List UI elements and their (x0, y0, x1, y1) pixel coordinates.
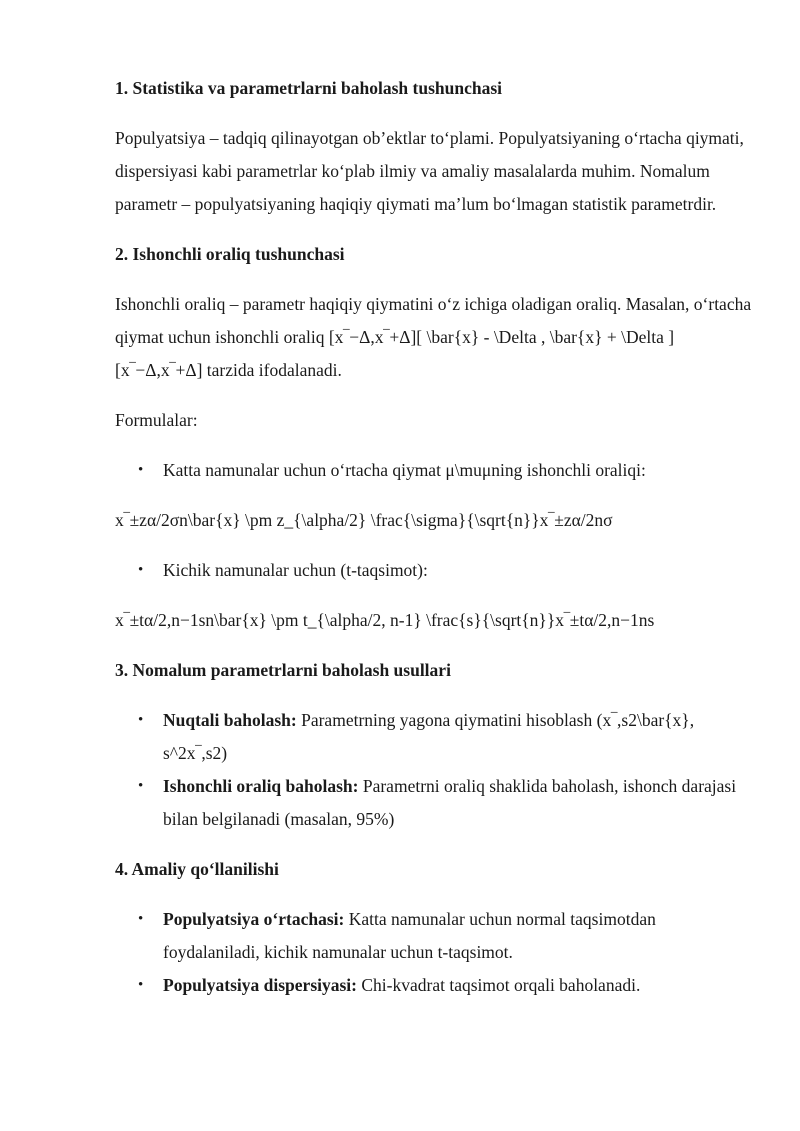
section-1-paragraph: Populyatsiya – tadqiq qilinayotgan ob’ektlar to‘plami. Populyatsiyaning o‘rtacha qiymati, dispersiyasi kabi parametrlar ko‘plab ilmiy va amaliy masalalarda muhim. Nomalum parametr – populyatsiyaning haqiqiy qiymati ma’lum bo‘lmagan statistik parametrdir. (115, 128, 744, 214)
item-text: Katta namunalar uchun normal taqsimotdan foydalaniladi, kichik namunalar uchun t-taqsimot. (163, 909, 656, 962)
section-3-heading: 3. Nomalum parametrlarni baholash usullari (115, 660, 451, 680)
list-item (115, 903, 755, 969)
document-page (115, 72, 755, 1002)
section-2-heading: 2. Ishonchli oraliq tushunchasi (115, 244, 345, 264)
item-label: Ishonchli oraliq baholash: (163, 776, 359, 796)
bullet-text-large-sample: Katta namunalar uchun o‘rtacha qiymat μ\muμning ishonchli oraliqi: (163, 460, 646, 480)
formula-list-1 (115, 454, 755, 487)
section-3-list (115, 704, 755, 836)
bullet-text-small-sample: Kichik namunalar uchun (t-taqsimot): (163, 560, 428, 580)
item-text: Parametrning yagona qiymatini hisoblash (x‾,s2\bar{x}, s^2x‾,s2) (163, 710, 695, 763)
item-text: Chi-kvadrat taqsimot orqali baholanadi. (357, 975, 641, 995)
section-4-list (115, 903, 755, 1002)
item-label: Populyatsiya dispersiyasi: (163, 975, 357, 995)
formula-z-interval: x‾±zα/2σn\bar{x} \pm z_{\alpha/2} \frac{\sigma}{\sqrt{n}}x‾±zα/2nσ (115, 510, 613, 530)
list-item (115, 704, 755, 770)
item-label: Nuqtali baholash: (163, 710, 297, 730)
item-label: Populyatsiya o‘rtachasi: (163, 909, 345, 929)
section-4-heading: 4. Amaliy qo‘llanilishi (115, 859, 279, 879)
section-2-paragraph: Ishonchli oraliq – parametr haqiqiy qiymatini o‘z ichiga oladigan oraliq. Masalan, o‘rtacha qiymat uchun ishonchli oraliq [x‾−Δ,x‾+Δ][ \bar{x} - \Delta , \bar{x} + \Delta ][x‾−Δ,x‾+Δ] tarzida ifodalanadi. (115, 294, 752, 380)
section-1-heading: 1. Statistika va parametrlarni baholash tushunchasi (115, 78, 503, 98)
list-item (115, 454, 755, 487)
formula-list-2 (115, 554, 755, 587)
list-item (115, 554, 755, 587)
formulas-label: Formulalar: (115, 410, 198, 430)
list-item (115, 969, 755, 1002)
item-text: Parametrni oraliq shaklida baholash, ishonch darajasi bilan belgilanadi (masalan, 95%) (163, 776, 737, 829)
formula-t-interval: x‾±tα/2,n−1sn\bar{x} \pm t_{\alpha/2, n-1} \frac{s}{\sqrt{n}}x‾±tα/2,n−1ns (115, 610, 655, 630)
list-item (115, 770, 755, 836)
